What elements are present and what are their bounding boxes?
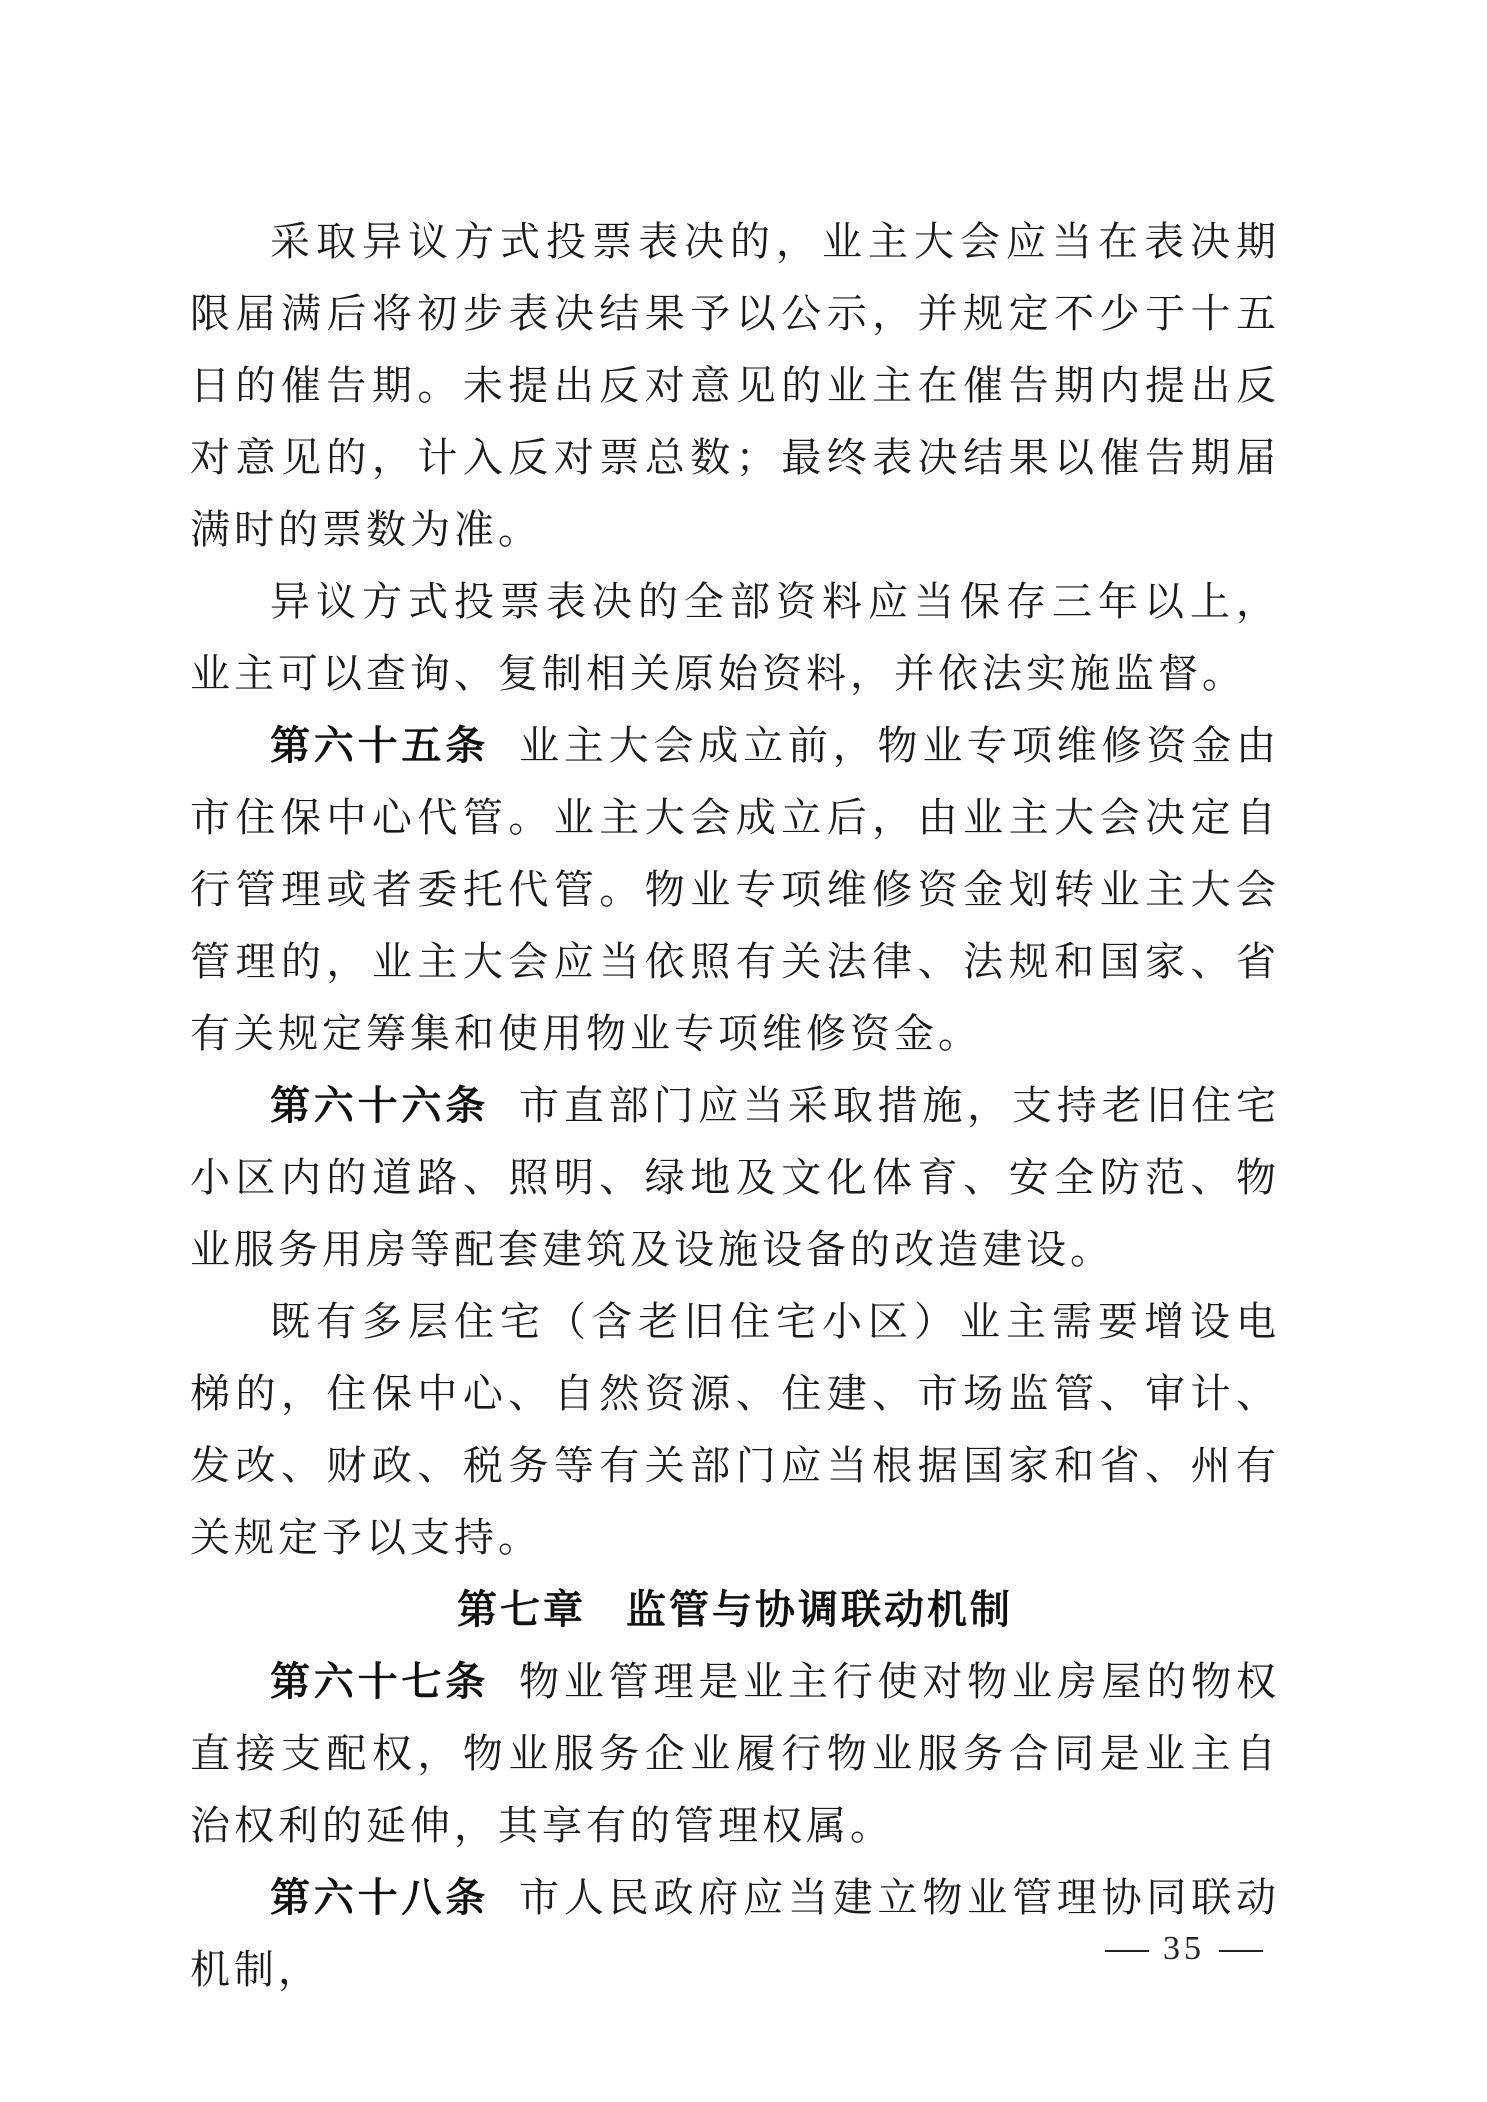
article-text: 市直部门应当采取措施，支持老旧住宅小区内的道路、照明、绿地及文化体育、安全防范、物业服务用房等配套建筑及设施设备的改造建设。	[190, 1083, 1281, 1273]
paragraph-voting-records	[190, 566, 1280, 710]
article-text: 物业管理是业主行使对物业房屋的物权直接支配权，物业服务企业履行物业服务合同是业主自治权利的延伸，其享有的管理权属。	[190, 1659, 1281, 1849]
page-number-dash-left	[1105, 1950, 1149, 1952]
page-number-dash-right	[1219, 1950, 1263, 1952]
article-text: 市人民政府应当建立物业管理协同联动机制，	[190, 1875, 1281, 1993]
chapter-number: 第七章	[457, 1586, 586, 1633]
article-66	[190, 1070, 1280, 1286]
page-number	[1091, 1930, 1277, 1968]
paragraph-elevator-installation	[190, 1286, 1280, 1574]
article-65	[190, 710, 1280, 1070]
paragraph-text: 采取异议方式投票表决的，业主大会应当在表决期限届满后将初步表决结果予以公示，并规定不少于十五日的催告期。未提出反对意见的业主在催告期内提出反对意见的，计入反对票总数；最终表决结果以催告期届满时的票数为准。	[190, 219, 1280, 553]
paragraph-text: 既有多层住宅（含老旧住宅小区）业主需要增设电梯的，住保中心、自然资源、住建、市场监管、审计、发改、财政、税务等有关部门应当根据国家和省、州有关规定予以支持。	[190, 1299, 1280, 1561]
document-body	[190, 206, 1280, 2006]
page-number-value: 35	[1163, 1930, 1205, 1967]
paragraph-text: 异议方式投票表决的全部资料应当保存三年以上，业主可以查询、复制相关原始资料，并依法实施监督。	[190, 579, 1280, 697]
article-number: 第六十八条	[270, 1874, 490, 1921]
article-number: 第六十七条	[270, 1658, 490, 1705]
chapter-title: 监管与协调联动机制	[626, 1586, 1013, 1633]
article-text: 业主大会成立前，物业专项维修资金由市住保中心代管。业主大会成立后，由业主大会决定自行管理或者委托代管。物业专项维修资金划转业主大会管理的，业主大会应当依照有关法律、法规和国家、省有关规定筹集和使用物业专项维修资金。	[190, 723, 1281, 1057]
chapter-heading	[190, 1574, 1280, 1646]
article-number: 第六十五条	[270, 722, 490, 769]
paragraph-objection-voting	[190, 206, 1280, 566]
article-number: 第六十六条	[270, 1082, 490, 1129]
article-67	[190, 1646, 1280, 1862]
